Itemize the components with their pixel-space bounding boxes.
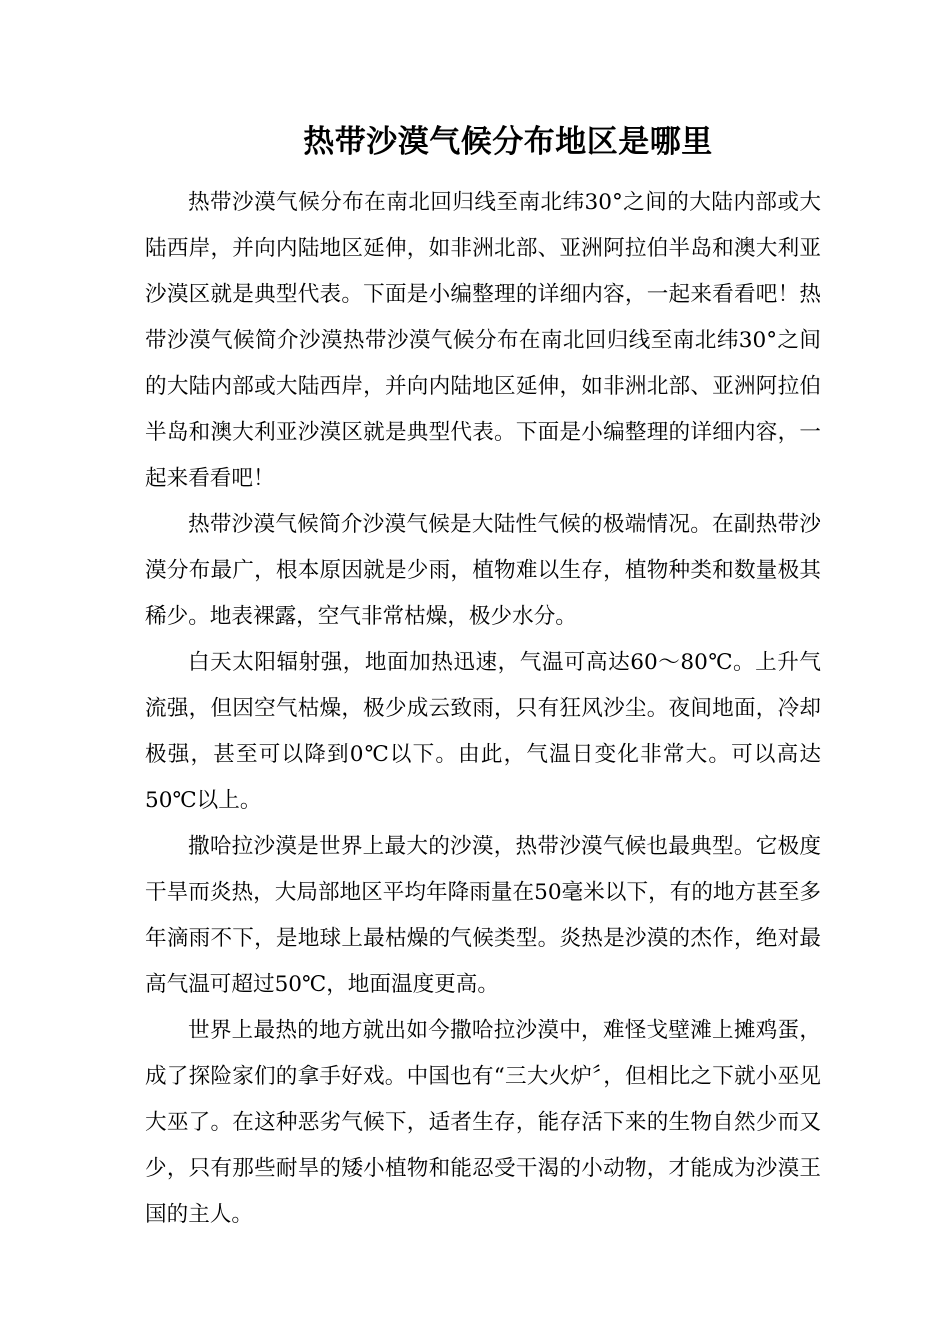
document-body [145, 180, 821, 1238]
paragraph-1: 热带沙漠气候分布在南北回归线至南北纬30°之间的大陆内部或大陆西岸，并向内陆地区延伸，如非洲北部、亚洲阿拉伯半岛和澳大利亚沙漠区就是典型代表。下面是小编整理的详细内容，一起来看看吧！热带沙漠气候简介沙漠热带沙漠气候分布在南北回归线至南北纬30°之间的大陆内部或大陆西岸，并向内陆地区延伸，如非洲北部、亚洲阿拉伯半岛和澳大利亚沙漠区就是典型代表。下面是小编整理的详细内容，一起来看看吧！ [145, 190, 821, 491]
paragraph-2: 热带沙漠气候简介沙漠气候是大陆性气候的极端情况。在副热带沙漠分布最广，根本原因就是少雨，植物难以生存，植物种类和数量极其稀少。地表裸露，空气非常枯燥，极少水分。 [145, 512, 821, 629]
paragraph-3: 白天太阳辐射强，地面加热迅速，气温可高达60～80℃。上升气流强，但因空气枯燥，极少成云致雨，只有狂风沙尘。夜间地面，冷却极强，甚至可以降到0℃以下。由此，气温日变化非常大。可以高达50℃以上。 [145, 650, 821, 813]
paragraph-4: 撒哈拉沙漠是世界上最大的沙漠，热带沙漠气候也最典型。它极度干旱而炎热，大局部地区平均年降雨量在50毫米以下，有的地方甚至多年滴雨不下，是地球上最枯燥的气候类型。炎热是沙漠的杰作，绝对最高气温可超过50℃，地面温度更高。 [145, 834, 821, 997]
document-title: 热带沙漠气候分布地区是哪里 [303, 124, 713, 160]
paragraph-5: 世界上最热的地方就出如今撒哈拉沙漠中，难怪戈壁滩上摊鸡蛋，成了探险家们的拿手好戏。中国也有“三大火炉〞，但相比之下就小巫见大巫了。在这种恶劣气候下，适者生存，能存活下来的生物自然少而又少，只有那些耐旱的矮小植物和能忍受干渴的小动物，才能成为沙漠王国的主人。 [145, 1018, 821, 1227]
